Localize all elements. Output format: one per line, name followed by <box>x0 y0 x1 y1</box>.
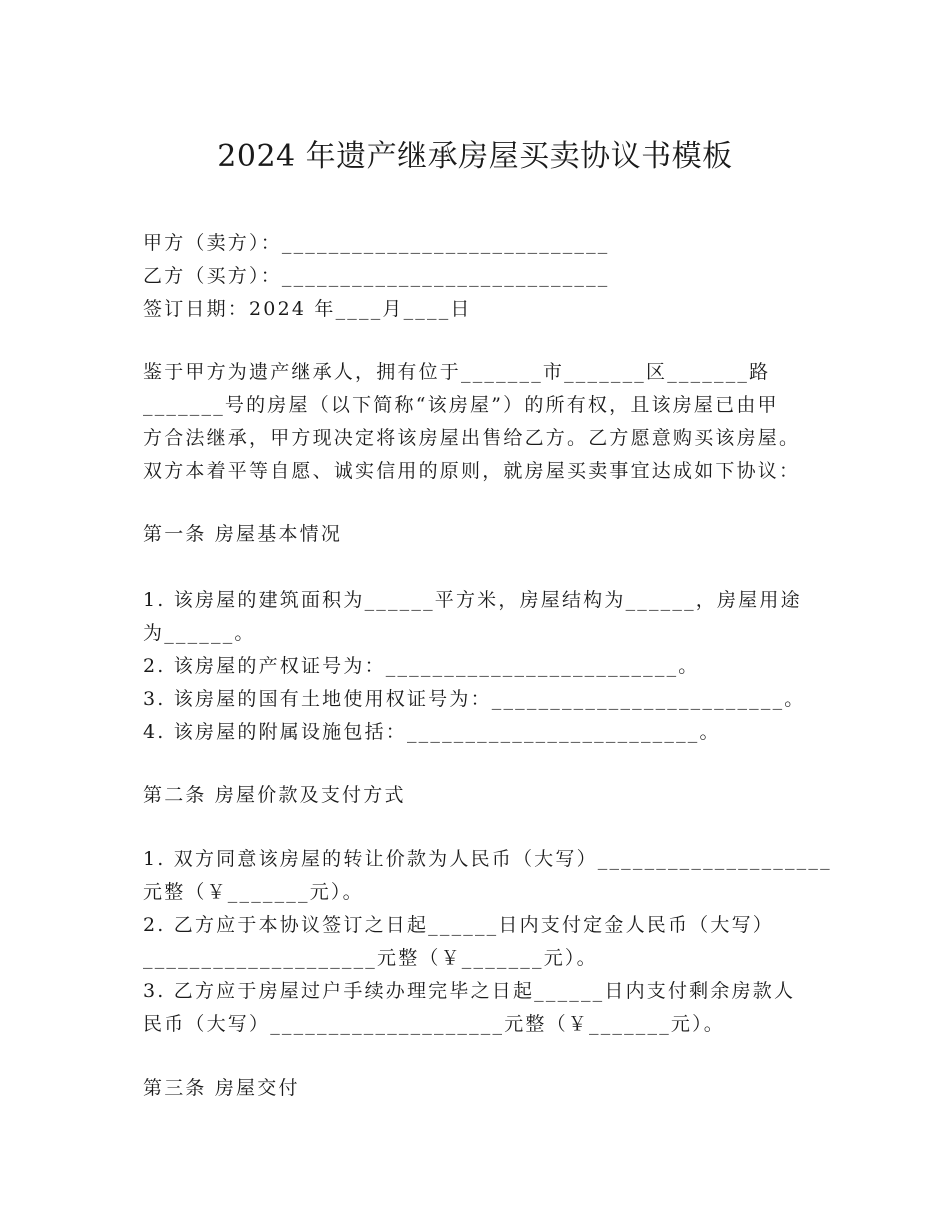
article-2-clause: 元整（￥_______元）。 <box>143 881 364 903</box>
article-2-clause: 2. 乙方应于本协议签订之日起______日内支付定金人民币（大写） <box>143 914 774 936</box>
article-1-clause: 3. 该房屋的国有土地使用权证号为：_________________________。 <box>143 688 806 710</box>
preamble-line: 双方本着平等自愿、诚实信用的原则，就房屋买卖事宜达成如下协议： <box>143 460 801 482</box>
article-1-clause: 为______。 <box>143 622 256 644</box>
article-1-clause: 1. 该房屋的建筑面积为______平方米，房屋结构为______，房屋用途 <box>143 589 802 611</box>
signing-date-line: 签订日期：2024 年____月____日 <box>143 298 472 320</box>
article-1-heading: 第一条 房屋基本情况 <box>143 523 343 545</box>
preamble-line: _______号的房屋（以下简称“该房屋”）的所有权，且该房屋已由甲 <box>143 394 779 416</box>
preamble-line: 方合法继承，甲方现决定将该房屋出售给乙方。乙方愿意购买该房屋。 <box>143 427 801 449</box>
article-3-heading: 第三条 房屋交付 <box>143 1077 300 1099</box>
article-2-clause: 3. 乙方应于房屋过户手续办理完毕之日起______日内支付剩余房款人 <box>143 980 796 1002</box>
article-2-heading: 第二条 房屋价款及支付方式 <box>143 784 406 806</box>
party-a-line: 甲方（卖方）：____________________________ <box>143 232 610 254</box>
article-2-clause: 1. 双方同意该房屋的转让价款为人民币（大写）____________________ <box>143 848 832 870</box>
article-2-clause: 民币（大写）____________________元整（￥_______元）。 <box>143 1013 726 1035</box>
article-2-clause: ____________________元整（￥_______元）。 <box>143 947 598 969</box>
article-1-clause: 2. 该房屋的产权证号为：_________________________。 <box>143 655 700 677</box>
document-title: 2024 年遗产继承房屋买卖协议书模板 <box>217 139 733 174</box>
preamble-line: 鉴于甲方为遗产继承人，拥有位于_______市_______区_______路 <box>143 361 771 383</box>
article-1-clause: 4. 该房屋的附属设施包括：_________________________。 <box>143 721 721 743</box>
party-b-line: 乙方（买方）：____________________________ <box>143 265 610 287</box>
